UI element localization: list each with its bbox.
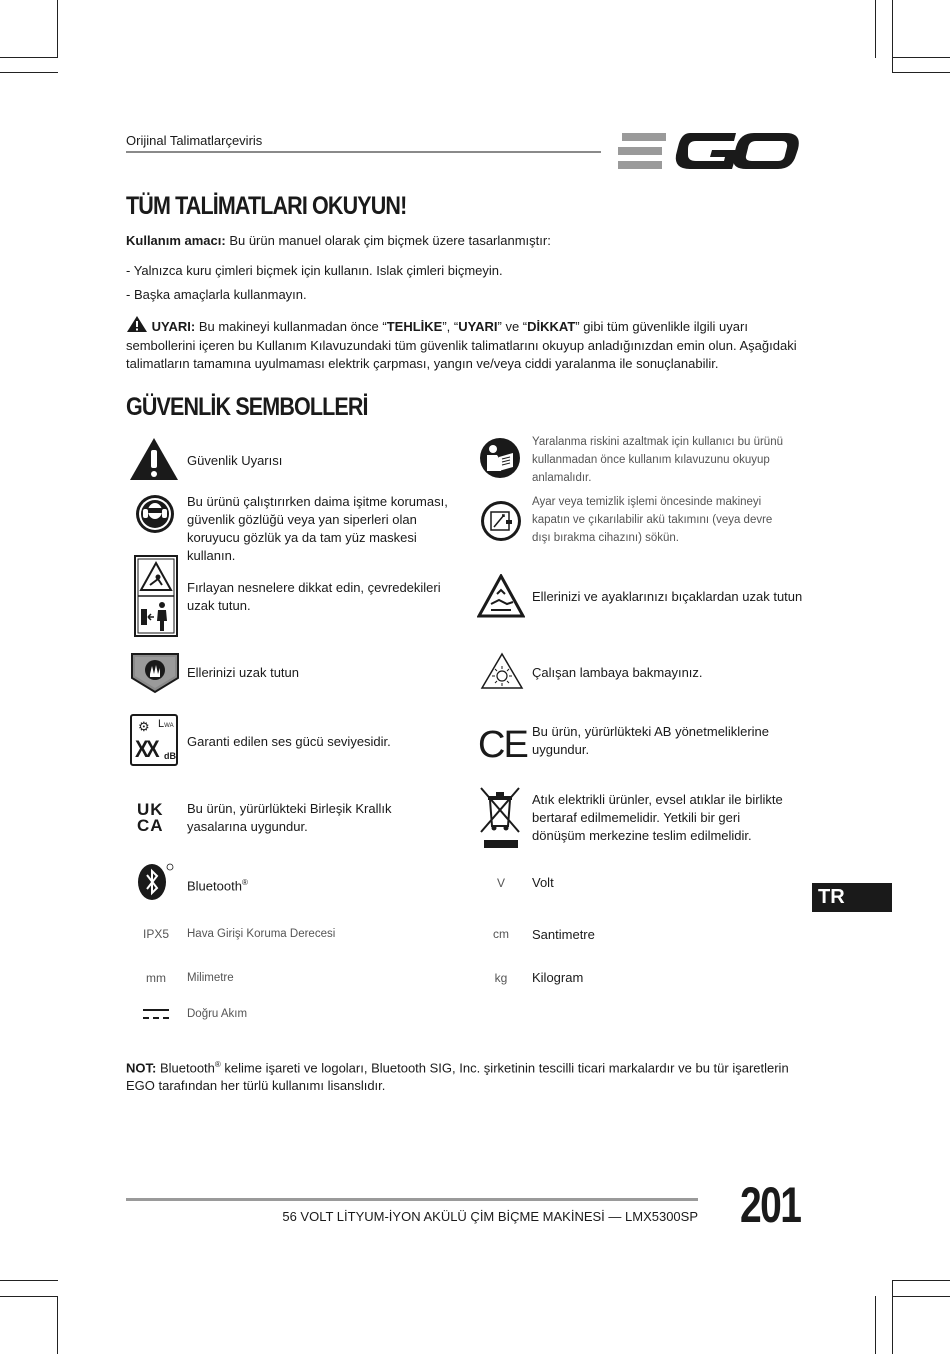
blades-warning-icon [477, 574, 525, 618]
mm-unit: mm [146, 971, 166, 985]
symbol-label-hands-away: Ellerinizi uzak tutun [187, 665, 299, 680]
symbol-label-dc: Doğru Akım [187, 1008, 248, 1020]
warning-triangle-icon [126, 315, 148, 333]
crop-mark [892, 72, 950, 73]
symbol-label-eye-ear: Bu ürünü çalıştırırken daima işitme koruması, güvenlik gözlüğü veya yan siperleri olan koruyucu gözlük ya da tam yüz maskesi kullanın. [187, 494, 448, 563]
sound-icon-gear: ⚙ [138, 719, 150, 734]
sound-power-icon [130, 714, 178, 766]
kg-unit: kg [494, 971, 508, 985]
symbol-label-lamp: Çalışan lambaya bakmayınız. [532, 665, 703, 680]
crop-mark [892, 1280, 893, 1354]
volt-unit: V [496, 876, 505, 890]
page-number: 201 [740, 1177, 801, 1233]
symbol-label-sound: Garanti edilen ses gücü seviyesidir. [187, 734, 391, 749]
warning-text: ”, “ [442, 319, 459, 334]
crop-mark [0, 57, 58, 58]
ce-mark-icon: CE [478, 724, 527, 766]
warning-text: ” gibi tüm güvenlikle ilgili uyarı sembollerini içeren bu Kullanım Kılavuzundaki tüm güvenlik talimatlarını okuyup anladığınızdan emin olun. Aşağıdaki talimatların tamamına uyulmaması elektrik çarpması, yangın ve/veya ciddi yaralanma ile sonuçlanabilir. [126, 319, 797, 371]
ukca-mark-bottom: CA [137, 816, 164, 835]
symbol-label-thrown-objects: Fırlayan nesnelere dikkat edin, çevredekileri uzak tutun. [187, 580, 441, 613]
bluetooth-text: Bluetooth [187, 878, 242, 894]
crop-mark [57, 0, 58, 58]
warning-text: Bu makineyi kullanmadan önce “ [195, 319, 387, 334]
symbol-label-kg: Kilogram [532, 970, 584, 985]
remove-key-icon [480, 500, 522, 542]
crop-mark [892, 0, 893, 72]
note-label: NOT: [126, 1060, 157, 1076]
warning-label: UYARI: [151, 319, 196, 334]
symbol-label-ipx: Hava Girişi Koruma Derecesi [187, 928, 336, 940]
ego-logo [618, 128, 800, 174]
header-subtitle: Orijinal Talimatlarçeviris [126, 133, 263, 148]
crop-mark [57, 1296, 58, 1354]
bluetooth-icon [136, 862, 176, 902]
symbol-label-volt: Volt [532, 875, 554, 890]
symbol-label-blades: Ellerinizi ve ayaklarınızı bıçaklardan uzak tutun [532, 589, 803, 604]
registered-mark: ® [241, 878, 248, 887]
keyword-warning: UYARI [458, 319, 498, 334]
cm-unit: cm [493, 927, 509, 941]
crop-mark [0, 1296, 58, 1297]
crop-mark [875, 1296, 876, 1354]
symbol-label-read-manual: Yaralanma riskini azaltmak için kullanıcı bu ürünü kullanmadan önce kullanım kılavuzunu okuyup anlamalıdır. [532, 436, 783, 484]
bullet-1: - Yalnızca kuru çimleri biçmek için kullanın. Islak çimleri biçmeyin. [126, 263, 503, 278]
symbol-label-bluetooth [187, 874, 248, 895]
sound-icon-l: L [158, 718, 165, 730]
sound-icon-wa: WA [164, 723, 174, 729]
warning-paragraph [126, 315, 816, 374]
note-text: kelime işareti ve logoları, Bluetooth SIG, Inc. şirketinin tescilli ticari markalardır ve bu tür işaretlerin EGO tarafından her türlü kullanımı lisanslıdır. [126, 1060, 789, 1094]
keyword-danger: TEHLİKE [386, 319, 443, 334]
ukca-mark-top: UK [137, 800, 164, 819]
intended-use [126, 232, 816, 250]
crop-mark [0, 72, 58, 73]
sound-icon-value: XX [135, 736, 158, 763]
lamp-warning-icon [480, 652, 524, 690]
hands-away-icon [130, 652, 180, 694]
crop-mark [0, 1280, 58, 1281]
note-paragraph [126, 1056, 798, 1095]
symbol-label-cm: Santimetre [532, 927, 595, 942]
language-badge: TR [812, 883, 892, 912]
symbol-label-mm: Milimetre [187, 972, 234, 984]
symbol-label-weee: Atık elektrikli ürünler, evsel atıklar ile birlikte bertaraf edilmemelidir. Yetkili bir geri dönüşüm merkezine teslim edilmelidir. [532, 792, 783, 843]
sound-icon-unit: dB [164, 751, 176, 761]
note-registered: ® [214, 1060, 221, 1069]
symbol-label-ce: Bu ürün, yürürlükteki AB yönetmeliklerine uygundur. [532, 724, 770, 757]
sound-icon-top [158, 718, 174, 730]
safety-alert-icon [128, 436, 180, 482]
header-rule [126, 151, 601, 153]
symbol-label-ukca: Bu ürün, yürürlükteki Birleşik Krallık yasalarına uygundur. [187, 801, 392, 834]
ukca-mark-icon [137, 802, 173, 834]
crop-mark [892, 57, 950, 58]
page-title: TÜM TALİMATLARI OKUYUN! [126, 192, 407, 220]
section-title-symbols: GÜVENLİK SEMBOLLERİ [126, 393, 368, 421]
keyword-caution: DİKKAT [527, 319, 576, 334]
eye-ear-protection-icon [135, 494, 175, 534]
crop-mark [892, 1280, 950, 1281]
weee-bin-icon [479, 786, 521, 850]
intended-use-label: Kullanım amacı: [126, 233, 226, 248]
ipx-unit: IPX5 [142, 927, 169, 941]
warning-text: ” ve “ [497, 319, 528, 334]
direct-current-icon [143, 1007, 169, 1021]
crop-mark [875, 0, 876, 58]
thrown-objects-icon [134, 555, 178, 637]
footer-title: 56 VOLT LİTYUM-İYON AKÜLÜ ÇİM BİÇME MAKİNESİ — LMX5300SP [282, 1209, 698, 1224]
symbol-label-safety-alert: Güvenlik Uyarısı [187, 453, 283, 468]
note-text: Bluetooth [156, 1060, 215, 1076]
bullet-2: - Başka amaçlarla kullanmayın. [126, 287, 307, 302]
symbol-label-remove-key: Ayar veya temizlik işlemi öncesinde makineyi kapatın ve çıkarılabilir akü takımını (veya devre dışı bırakma cihazını) sökün. [532, 496, 773, 544]
footer-rule [126, 1198, 698, 1201]
read-manual-icon [479, 437, 521, 479]
intended-use-text: Bu ürün manuel olarak çim biçmek üzere tasarlanmıştır: [225, 233, 551, 248]
crop-mark [892, 1296, 950, 1297]
